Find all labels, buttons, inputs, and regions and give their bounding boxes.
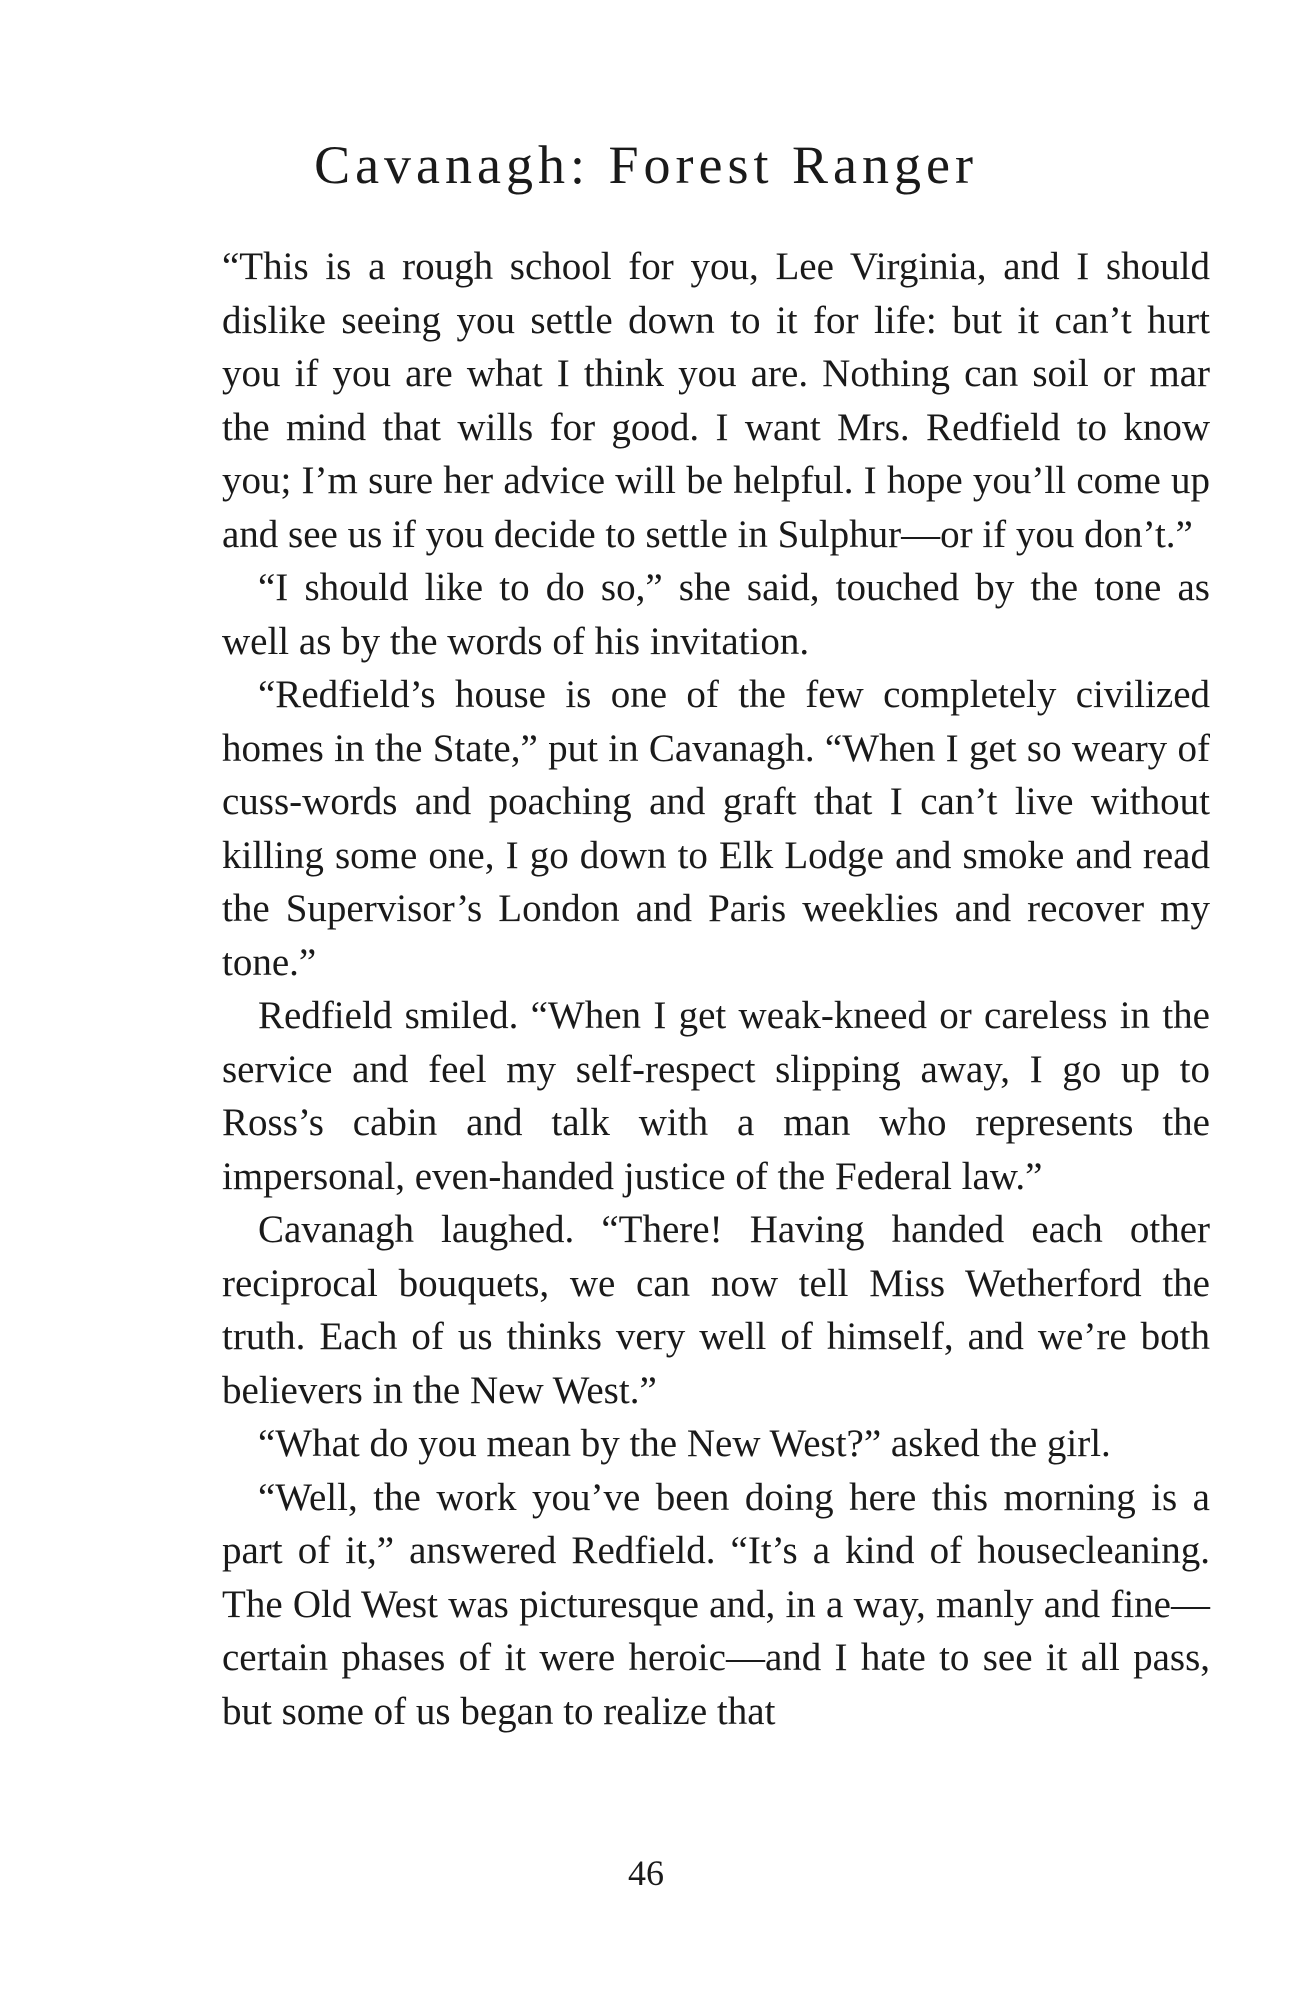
paragraph: “I should like to do so,” she said, touched by the tone as well as by the words of his invitation. [222,566,1210,663]
running-title: Cavanagh: Forest Ranger [314,135,978,195]
paragraph: Cavanagh laughed. “There! Having handed each other reciprocal bouquets, we can now tell Miss Wetherford the truth. Each of us thinks very well of himself, and we’re both believers in the New West.” [222,1208,1210,1412]
paragraph: “Redfield’s house is one of the few completely civilized homes in the State,” put in Cavanagh. “When I get so weary of cuss-words and poaching and graft that I can’t live without killing some one, I go down to Elk Lodge and smoke and read the Supervisor’s London and Paris weeklies and recover my tone.” [222,673,1210,984]
paragraph: “Well, the work you’ve been doing here this morning is a part of it,” answered Redfield. “It’s a kind of housecleaning. The Old West was picturesque and, in a way, manly and fine—certain phases of it were heroic—and I hate to see it all pass, but some of us began to realize that [222,1475,1210,1733]
page-number: 46 [628,1853,664,1893]
paragraph: “What do you mean by the New West?” asked the girl. [258,1422,1111,1465]
body-text [222,240,1210,1738]
paragraph: “This is a rough school for you, Lee Virginia, and I should dislike seeing you settle down to it for life: but it can’t hurt you if you are what I think you are. Nothing can soil or mar the mind that wills for good. I want Mrs. Redfield to know you; I’m sure her advice will be helpful. I hope you’ll come up and see us if you decide to settle in Sulphur—or if you don’t.” [222,245,1210,556]
paragraph: Redfield smiled. “When I get weak-kneed or careless in the service and feel my self-respect slipping away, I go up to Ross’s cabin and talk with a man who represents the impersonal, even-handed justice of the Federal law.” [222,994,1210,1198]
